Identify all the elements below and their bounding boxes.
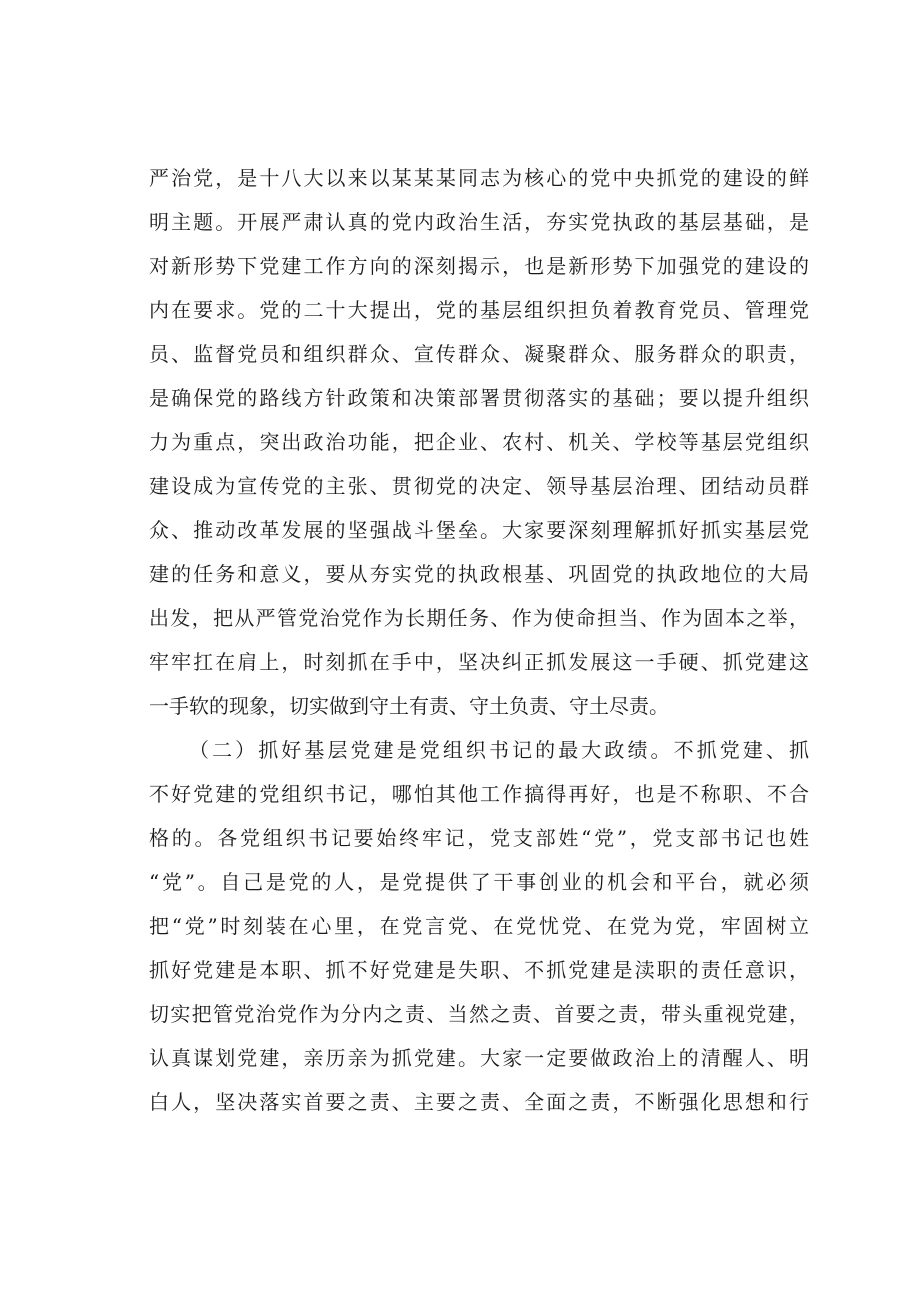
paragraph-line: 是确保党的路线方针政策和决策部署贯彻落实的基础；要以提升组织 [149,386,809,410]
paragraph-line: 建设成为宣传党的主张、贯彻党的决定、领导基层治理、团结动员群 [149,474,809,498]
paragraph-line: 格的。各党组织书记要始终牢记，党支部姓“党”，党支部书记也姓 [149,826,809,850]
paragraph-line: 力为重点，突出政治功能，把企业、农村、机关、学校等基层党组织 [149,430,809,454]
paragraph-line: 出发，把从严管党治党作为长期任务、作为使命担当、作为固本之举， [149,606,809,630]
paragraph-line: 对新形势下党建工作方向的深刻揭示，也是新形势下加强党的建设的 [149,254,809,278]
paragraph-line: 建的任务和意义，要从夯实党的执政根基、巩固党的执政地位的大局 [149,562,809,586]
paragraph-line: 白人，坚决落实首要之责、主要之责、全面之责，不断强化思想和行 [149,1090,809,1114]
paragraph-line: 众、推动改革发展的坚强战斗堡垒。大家要深刻理解抓好抓实基层党 [149,518,809,542]
paragraph-line: 内在要求。党的二十大提出，党的基层组织担负着教育党员、管理党 [149,298,809,322]
paragraph-line: 抓好党建是本职、抓不好党建是失职、不抓党建是渎职的责任意识， [149,958,809,982]
paragraph-line: 严治党，是十八大以来以某某某同志为核心的党中央抓党的建设的鲜 [149,166,809,190]
paragraph-line: 员、监督党员和组织群众、宣传群众、凝聚群众、服务群众的职责， [149,342,809,366]
paragraph-heading-line: （二）抓好基层党建是党组织书记的最大政绩。不抓党建、抓 [189,738,809,762]
paragraph-line: 不好党建的党组织书记，哪怕其他工作搞得再好，也是不称职、不合 [149,782,809,806]
paragraph-line: 明主题。开展严肃认真的党内政治生活，夯实党执政的基层基础，是 [149,210,809,234]
paragraph-line: 一手软的现象，切实做到守土有责、守土负责、守土尽责。 [149,694,669,718]
paragraph-line: 把“党”时刻装在心里，在党言党、在党忧党、在党为党，牢固树立 [149,914,809,938]
paragraph-line: 牢牢扛在肩上，时刻抓在手中，坚决纠正抓发展这一手硬、抓党建这 [149,650,809,674]
paragraph-line: 认真谋划党建，亲历亲为抓党建。大家一定要做政治上的清醒人、明 [149,1046,809,1070]
paragraph-line: 切实把管党治党作为分内之责、当然之责、首要之责，带头重视党建， [149,1002,809,1026]
paragraph-line: “党”。自己是党的人，是党提供了干事创业的机会和平台，就必须 [149,870,809,894]
